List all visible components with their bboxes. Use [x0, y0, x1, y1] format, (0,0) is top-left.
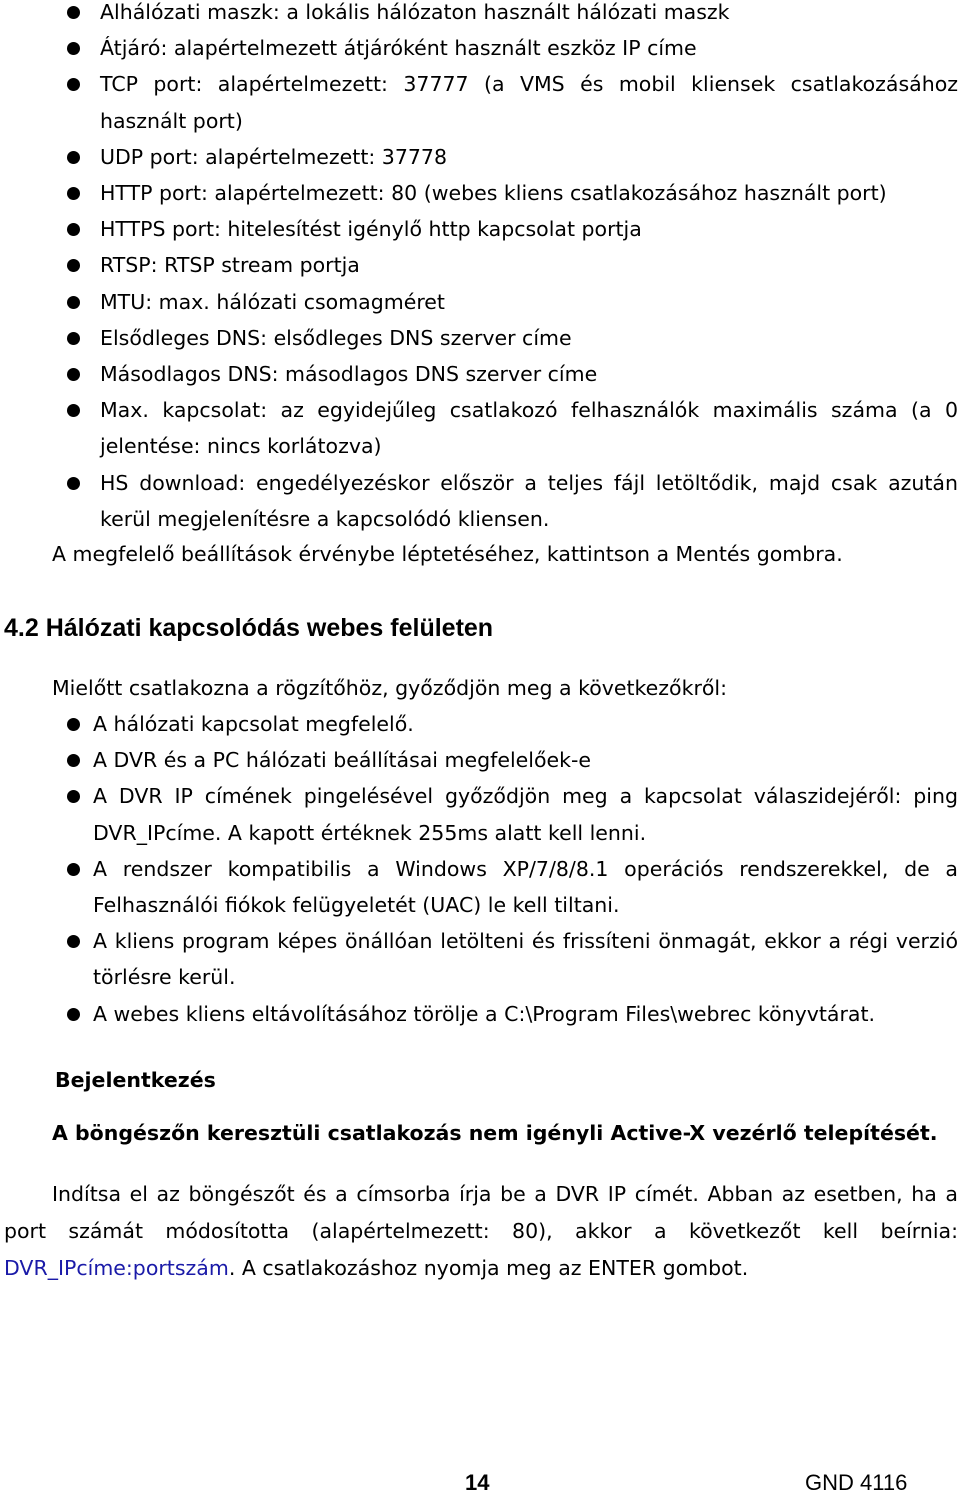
- list-item: A DVR IP címének pingelésével győződjön meg a kapcsolat válaszidejéről: ping DVR_IPcíme. A kapott értéknek 255ms alatt kell lenni.: [93, 778, 958, 850]
- apply-instruction: A megfelelő beállítások érvénybe léptetéséhez, kattintson a Mentés gombra.: [52, 542, 843, 566]
- list-item: A kliens program képes önállóan letölteni és frissíteni önmagát, ekkor a régi verzió törlésre kerül.: [93, 923, 958, 995]
- list-item: UDP port: alapértelmezett: 37778: [100, 139, 958, 175]
- list-item: Alhálózati maszk: a lokális hálózaton használt hálózati maszk: [100, 0, 958, 30]
- list-item: HTTP port: alapértelmezett: 80 (webes kliens csatlakozásához használt port): [100, 175, 958, 211]
- list-item: HTTPS port: hitelesítést igénylő http kapcsolat portja: [100, 211, 958, 247]
- body-text: . A csatlakozáshoz nyomja meg az ENTER gombot.: [228, 1256, 749, 1280]
- list-item: RTSP: RTSP stream portja: [100, 247, 958, 283]
- bold-note: A böngészőn keresztüli csatlakozás nem igényli Active-X vezérlő telepítését.: [52, 1121, 938, 1145]
- list-item: MTU: max. hálózati csomagméret: [100, 284, 958, 320]
- list-item: Átjáró: alapértelmezett átjáróként használt eszköz IP címe: [100, 30, 958, 66]
- list-item: A DVR és a PC hálózati beállításai megfelelőek-e: [93, 742, 958, 778]
- page-number: 14: [465, 1470, 490, 1495]
- list-item: Max. kapcsolat: az egyidejűleg csatlakozó felhasználók maximális száma (a 0 jelentése: nincs korlátozva): [100, 392, 958, 464]
- list-item: A hálózati kapcsolat megfelelő.: [93, 706, 958, 742]
- list-item: TCP port: alapértelmezett: 37777 (a VMS és mobil kliensek csatlakozásához használt port): [100, 66, 958, 138]
- page-footer: [0, 1470, 960, 1500]
- list-item: HS download: engedélyezéskor először a teljes fájl letöltődik, majd csak azután kerül megjelenítésre a kapcsolódó kliensen.: [100, 465, 958, 537]
- prerequisites-list: [93, 706, 958, 1032]
- list-item: A webes kliens eltávolításához törölje a C:\Program Files\webrec könyvtárat.: [93, 996, 958, 1032]
- document-code: GND 4116: [805, 1470, 908, 1495]
- body-paragraph: [4, 1176, 958, 1287]
- network-settings-list: [100, 0, 958, 537]
- list-item: A rendszer kompatibilis a Windows XP/7/8/8.1 operációs rendszerekkel, de a Felhasználói fiókok felügyeletét (UAC) le kell tiltani.: [93, 851, 958, 923]
- intro-paragraph: Mielőtt csatlakozna a rögzítőhöz, győződjön meg a következőkről:: [52, 676, 728, 700]
- section-heading: 4.2 Hálózati kapcsolódás webes felületen: [4, 614, 494, 642]
- login-heading: Bejelentkezés: [55, 1068, 216, 1092]
- list-item: Másodlagos DNS: másodlagos DNS szerver címe: [100, 356, 958, 392]
- body-text: Indítsa el az böngészőt és a címsorba írja be a DVR IP címét. Abban az esetben, ha a port számát módosította (alapértelmezett: 80), akkor a következőt kell beírnia:: [4, 1182, 958, 1243]
- list-item: Elsődleges DNS: elsődleges DNS szerver címe: [100, 320, 958, 356]
- address-format-link[interactable]: DVR_IPcíme:portszám: [4, 1256, 229, 1280]
